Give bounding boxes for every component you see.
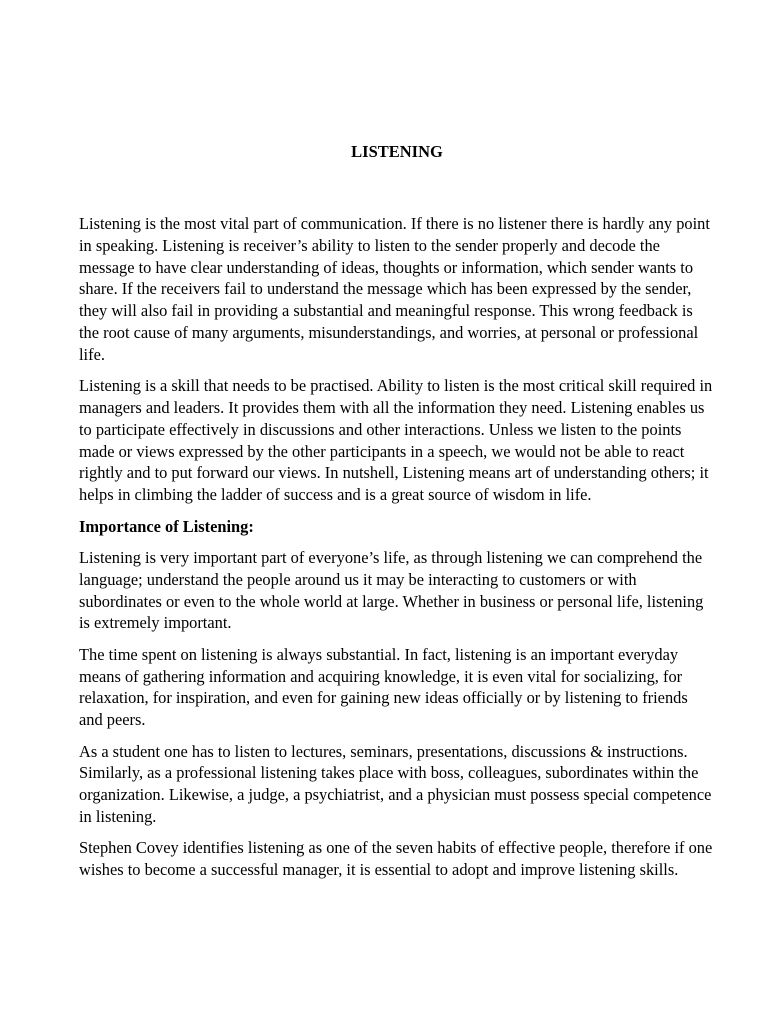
paragraph-importance-4: Stephen Covey identifies listening as one of the seven habits of effective people, therefore if one wishes to become a successful manager, it is essential to adopt and improve listening skills. xyxy=(79,838,713,880)
paragraph-importance-2: The time spent on listening is always substantial. In fact, listening is an important everyday means of gathering information and acquiring knowledge, it is even vital for socializing, for relaxation, for inspiration, and even for gaining new ideas officially or by listening to friends and peers. xyxy=(79,644,688,730)
document-page xyxy=(79,142,715,890)
paragraph-intro-1: Listening is the most vital part of communication. If there is no listener there is hardly any point in speaking. Listening is receiver’s ability to listen to the sender properly and decode the message to have clear understanding of ideas, thoughts or information, which sender wants to share. If the receivers fail to understand the message which has been expressed by the sender, they will also fail in providing a substantial and meaningful response. This wrong feedback is the root cause of many arguments, misunderstandings, and worries, at personal or professional life. xyxy=(79,214,710,364)
paragraph-intro-2: Listening is a skill that needs to be practised. Ability to listen is the most critical skill required in managers and leaders. It provides them with all the information they need. Listening enables us to participate effectively in discussions and other interactions. Unless we listen to the points made or views expressed by the other participants in a speech, we would not be able to react rightly and to put forward our views. In nutshell, Listening means art of understanding others; it helps in climbing the ladder of success and is a great source of wisdom in life. xyxy=(79,376,713,505)
paragraph-importance-3: As a student one has to listen to lectures, seminars, presentations, discussions & instructions. Similarly, as a professional listening takes place with boss, colleagues, subordinates within the organization. Likewise, a judge, a psychiatrist, and a physician must possess special competence in listening. xyxy=(79,741,712,826)
paragraph-importance-1: Listening is very important part of everyone’s life, as through listening we can comprehend the language; understand the people around us it may be interacting to customers or with subordinates or even to the whole world at large. Whether in business or personal life, listening is extremely important. xyxy=(79,547,704,633)
document-title: LISTENING xyxy=(351,142,443,161)
section-heading-importance: Importance of Listening: xyxy=(79,516,254,536)
